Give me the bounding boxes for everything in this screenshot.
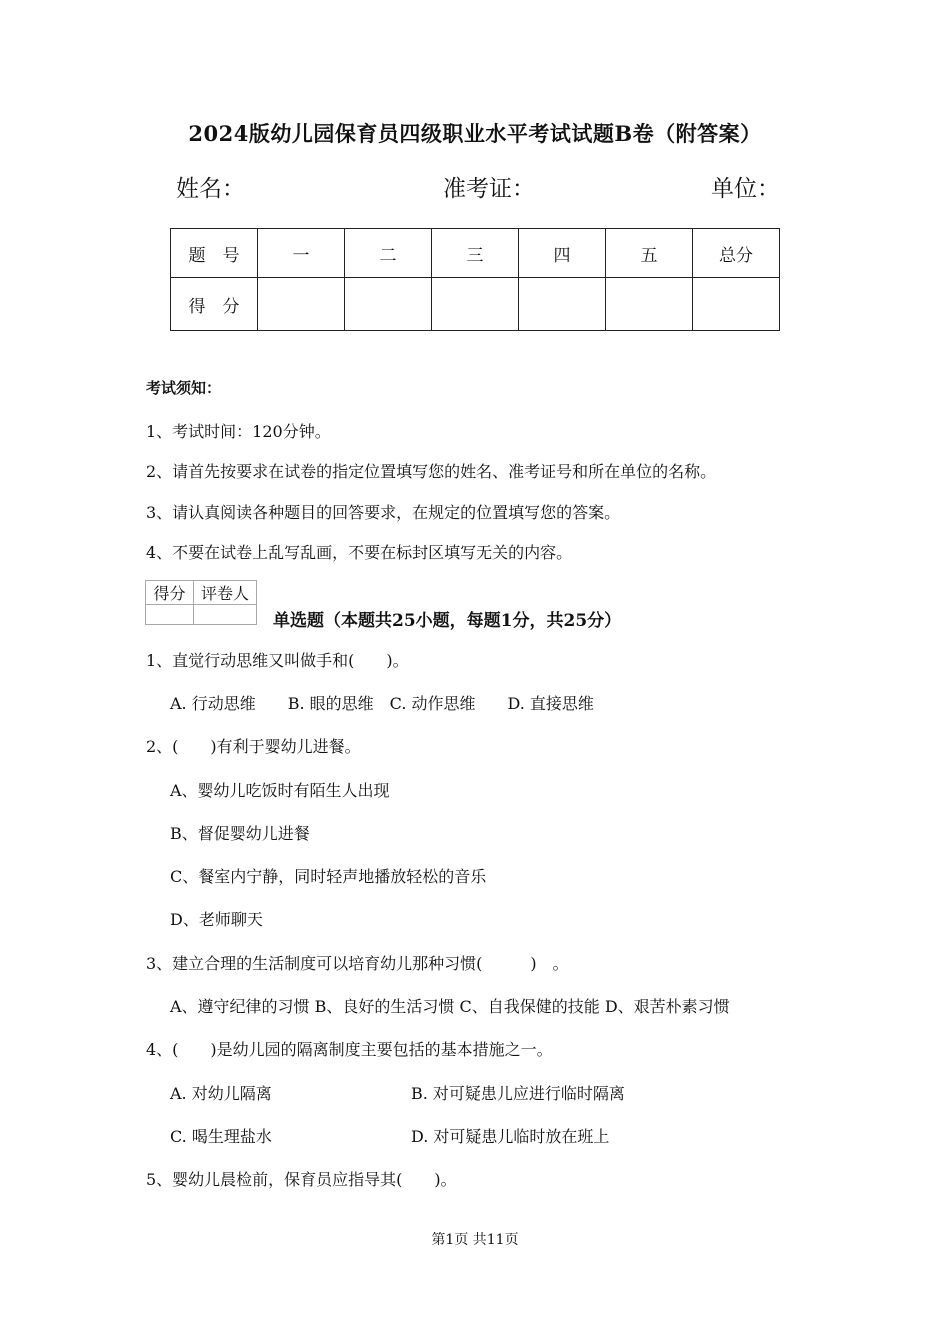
question-stem: 4、( )是幼儿园的隔离制度主要包括的基本措施之一。 xyxy=(146,1040,553,1059)
question-option: B. 对可疑患儿应进行临时隔离 xyxy=(411,1084,625,1103)
score-table xyxy=(170,228,780,331)
question-stem: 5、婴幼儿晨检前，保育员应指导其( )。 xyxy=(146,1170,457,1189)
unit-field-label: 单位： xyxy=(711,176,780,202)
score-input-cell[interactable] xyxy=(693,278,780,331)
question-stem: 1、直觉行动思维又叫做手和( )。 xyxy=(146,651,409,670)
score-header-cell: 一 xyxy=(258,229,345,278)
notice-item: 3、请认真阅读各种题目的回答要求，在规定的位置填写您的答案。 xyxy=(146,503,621,522)
question-option: B、督促婴幼儿进餐 xyxy=(170,824,310,843)
question-option: D、老师聊天 xyxy=(170,910,263,929)
question-stem: 3、建立合理的生活制度可以培育幼儿那种习惯( ) 。 xyxy=(146,954,569,973)
page-title: 2024版幼儿园保育员四级职业水平考试试题B卷（附答案） xyxy=(188,121,762,146)
score-header-cell: 三 xyxy=(432,229,519,278)
grader-label: 评卷人 xyxy=(194,581,257,605)
grader-name-cell[interactable] xyxy=(194,605,257,625)
score-input-cell[interactable] xyxy=(432,278,519,331)
score-input-cell[interactable] xyxy=(606,278,693,331)
question-options: A、遵守纪律的习惯 B、良好的生活习惯 C、自我保健的技能 D、艰苦朴素习惯 xyxy=(170,997,730,1016)
question-options: A. 行动思维 B. 眼的思维 C. 动作思维 D. 直接思维 xyxy=(170,694,594,713)
notice-item: 2、请首先按要求在试卷的指定位置填写您的姓名、准考证号和所在单位的名称。 xyxy=(146,462,717,481)
section-title: 单选题（本题共25小题，每题1分，共25分） xyxy=(273,611,622,631)
score-header-cell: 二 xyxy=(345,229,432,278)
score-input-cell[interactable] xyxy=(258,278,345,331)
score-header-cell: 五 xyxy=(606,229,693,278)
notice-item: 4、不要在试卷上乱写乱画，不要在标封区填写无关的内容。 xyxy=(146,543,573,562)
score-input-cell[interactable] xyxy=(345,278,432,331)
score-header-cell: 总分 xyxy=(693,229,780,278)
question-option: C、餐室内宁静，同时轻声地播放轻松的音乐 xyxy=(170,867,487,886)
notice-item: 1、考试时间：120分钟。 xyxy=(146,422,331,441)
notice-title: 考试须知： xyxy=(146,379,222,397)
question-stem: 2、( )有利于婴幼儿进餐。 xyxy=(146,737,361,756)
name-field-label: 姓名： xyxy=(176,176,245,202)
question-option: D. 对可疑患儿临时放在班上 xyxy=(411,1127,610,1146)
score-row-label: 得 分 xyxy=(171,278,258,331)
question-option: A. 对幼儿隔离 xyxy=(170,1084,272,1103)
score-input-cell[interactable] xyxy=(519,278,606,331)
exam-id-field-label: 准考证： xyxy=(443,176,535,202)
grader-box xyxy=(145,580,257,625)
score-header-cell: 四 xyxy=(519,229,606,278)
grader-score-label: 得分 xyxy=(146,581,194,605)
grader-score-cell[interactable] xyxy=(146,605,194,625)
page-footer: 第1页 共11页 xyxy=(431,1232,519,1248)
score-header-cell: 题 号 xyxy=(171,229,258,278)
question-option: A、婴幼儿吃饭时有陌生人出现 xyxy=(170,781,390,800)
score-table-header-row xyxy=(171,229,780,278)
question-option: C. 喝生理盐水 xyxy=(170,1127,272,1146)
score-table-score-row xyxy=(171,278,780,331)
